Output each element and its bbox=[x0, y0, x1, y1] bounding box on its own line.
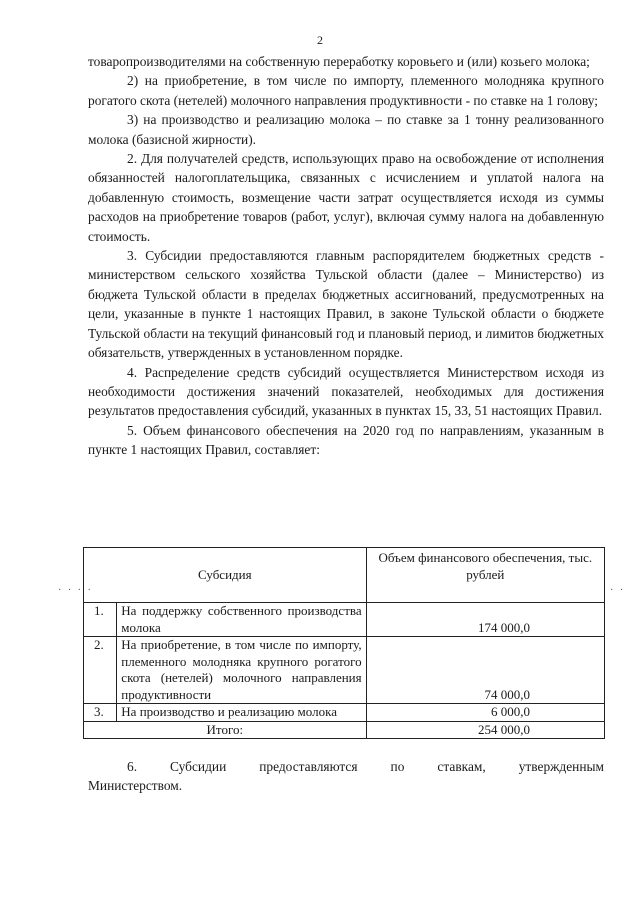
total-label: Итого: bbox=[84, 721, 367, 739]
table-row bbox=[84, 603, 605, 637]
closing-word: предоставляются bbox=[259, 759, 358, 774]
closing-word: по bbox=[390, 759, 405, 774]
paragraph: товаропроизводителями на собственную переработку коровьего и (или) козьего молока; bbox=[88, 54, 590, 69]
page-number: 2 bbox=[317, 33, 323, 47]
row-name: На поддержку собственного производства молока bbox=[117, 603, 366, 637]
header-subsidy: Субсидия bbox=[84, 548, 367, 603]
paragraph: 4. Распределение средств субсидий осуществляется Министерством исходя из необходимости достижения значений показателей, необходимых для достижения результатов предоставления субсидий, указанных в пунктах 15, 33, 51 настоящих Правил. bbox=[88, 364, 604, 419]
closing-word: ставкам, bbox=[437, 759, 486, 774]
table-row bbox=[84, 704, 605, 722]
paragraph: 5. Объем финансового обеспечения на 2020 год по направлениям, указанным в пункте 1 настоящих Правил, составляет: bbox=[88, 422, 604, 458]
paragraph: 3) на производство и реализацию молока – по ставке за 1 тонну реализованного молока (базисной жирности). bbox=[88, 112, 604, 147]
closing-paragraph bbox=[88, 757, 604, 796]
row-number: 1. bbox=[84, 603, 117, 637]
document-body bbox=[88, 52, 604, 460]
scan-margin-mark: · · · · bbox=[58, 585, 93, 596]
row-number: 3. bbox=[84, 704, 117, 722]
row-number: 2. bbox=[84, 637, 117, 704]
table-header-row bbox=[84, 548, 605, 603]
row-value: 174 000,0 bbox=[366, 603, 604, 637]
paragraph: 2) на приобретение, в том числе по импорту, племенного молодняка крупного рогатого скота (нетелей) молочного направления продуктивности - по ставке на 1 голову; bbox=[88, 73, 604, 108]
closing-word: утвержденным bbox=[518, 759, 604, 774]
row-name: На приобретение, в том числе по импорту, племенного молодняка крупного рогатого скота (нетелей) молочного направления продуктивности bbox=[117, 637, 366, 704]
financing-table bbox=[83, 547, 605, 739]
closing-line: Министерством. bbox=[88, 778, 183, 794]
header-volume: Объем финансового обеспечения, тыс. рублей bbox=[366, 548, 604, 603]
scan-margin-mark: · · bbox=[610, 585, 626, 596]
row-name: На производство и реализацию молока bbox=[117, 704, 366, 722]
closing-line bbox=[88, 757, 604, 776]
table-total-row bbox=[84, 721, 605, 739]
closing-word: 6. bbox=[127, 759, 138, 774]
row-value: 6 000,0 bbox=[366, 704, 604, 722]
row-value: 74 000,0 bbox=[366, 637, 604, 704]
total-value: 254 000,0 bbox=[366, 721, 604, 739]
paragraph: 3. Субсидии предоставляются главным распорядителем бюджетных средств - министерством сельского хозяйства Тульской области (далее – Министерство) из бюджета Тульской области в пределах бюджетных ассигнований, предусмотренных на цели, указанные в пункте 1 настоящих Правил, в законе Тульской области о бюджете Тульской области на текущий финансовый год и плановый период, и лимитов бюджетных обязательств, утвержденных в установленном порядке. bbox=[88, 248, 604, 361]
closing-word: Субсидии bbox=[170, 759, 227, 774]
paragraph: 2. Для получателей средств, использующих право на освобождение от исполнения обязанностей налогоплательщика, связанных с исчислением и уплатой налога на добавленную стоимость, возмещение части затрат осуществляется исходя из суммы расходов на приобретение товаров (работ, услуг), включая сумму налога на добавленную стоимость. bbox=[88, 151, 604, 244]
table-row bbox=[84, 637, 605, 704]
